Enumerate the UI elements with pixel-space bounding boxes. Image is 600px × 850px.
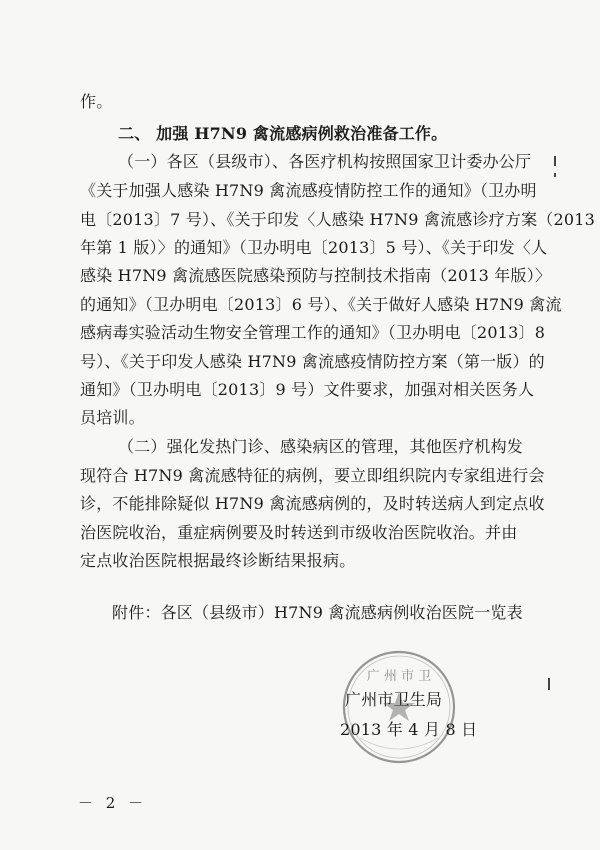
page-number: － 2 － (78, 794, 148, 812)
scan-artifact (554, 173, 556, 177)
paragraph1-line: 员培训。 (80, 408, 145, 427)
continuation-text: 作。 (80, 92, 113, 111)
paragraph2-line: 诊，不能排除疑似 H7N9 禽流感病例的，及时转送病人到定点收 (80, 494, 545, 513)
issue-date: 2013 年 4 月 8 日 (340, 720, 478, 739)
paragraph2-line: 治医院收治，重症病例要及时转送到市级收治医院收治。并由 (80, 523, 518, 542)
paragraph1-line: 电〔2013〕7 号）、《关于印发〈人感染 H7N9 禽流感诊疗方案（2013 (80, 210, 595, 229)
paragraph2-line: （二）强化发热门诊、感染病区的管理，其他医疗机构发 (118, 437, 524, 456)
svg-text:广 州 市 卫: 广 州 市 卫 (366, 669, 432, 684)
paragraph1-line: 通知》（卫办明电〔2013〕9 号）文件要求，加强对相关医务人 (80, 380, 535, 399)
paragraph2-line: 定点收治医院根据最终诊断结果报病。 (80, 551, 356, 570)
section-heading: 二、 加强 H7N9 禽流感病例救治准备工作。 (118, 124, 448, 143)
attachment-note: 附件：各区（县级市）H7N9 禽流感病例收治医院一览表 (112, 603, 523, 622)
paragraph1-line: （一）各区（县级市）、各医疗机构按照国家卫计委办公厅 (118, 152, 532, 171)
scan-artifact (554, 156, 556, 166)
paragraph1-line: 感病毒实验活动生物安全管理工作的通知》（卫办明电〔2013〕8 (80, 323, 546, 342)
paragraph1-line: 号）、《关于印发人感染 H7N9 禽流感疫情防控方案（第一版）的 (80, 352, 545, 371)
paragraph1-line: 感染 H7N9 禽流感医院感染预防与控制技术指南（2013 年版）〉 (80, 266, 552, 285)
issuer-name: 广州市卫生局 (345, 690, 443, 709)
scan-artifact (548, 678, 550, 690)
paragraph1-line: 年第 1 版）〉的通知》（卫办明电〔2013〕5 号）、《关于印发〈人 (80, 238, 548, 257)
paragraph2-line: 现符合 H7N9 禽流感特征的病例，要立即组织院内专家组进行会 (80, 466, 545, 485)
paragraph1-line: 《关于加强人感染 H7N9 禽流感疫情防控工作的通知》（卫办明 (80, 181, 537, 200)
paragraph1-line: 的通知》（卫办明电〔2013〕6 号）、《关于做好人感染 H7N9 禽流 (80, 295, 562, 314)
